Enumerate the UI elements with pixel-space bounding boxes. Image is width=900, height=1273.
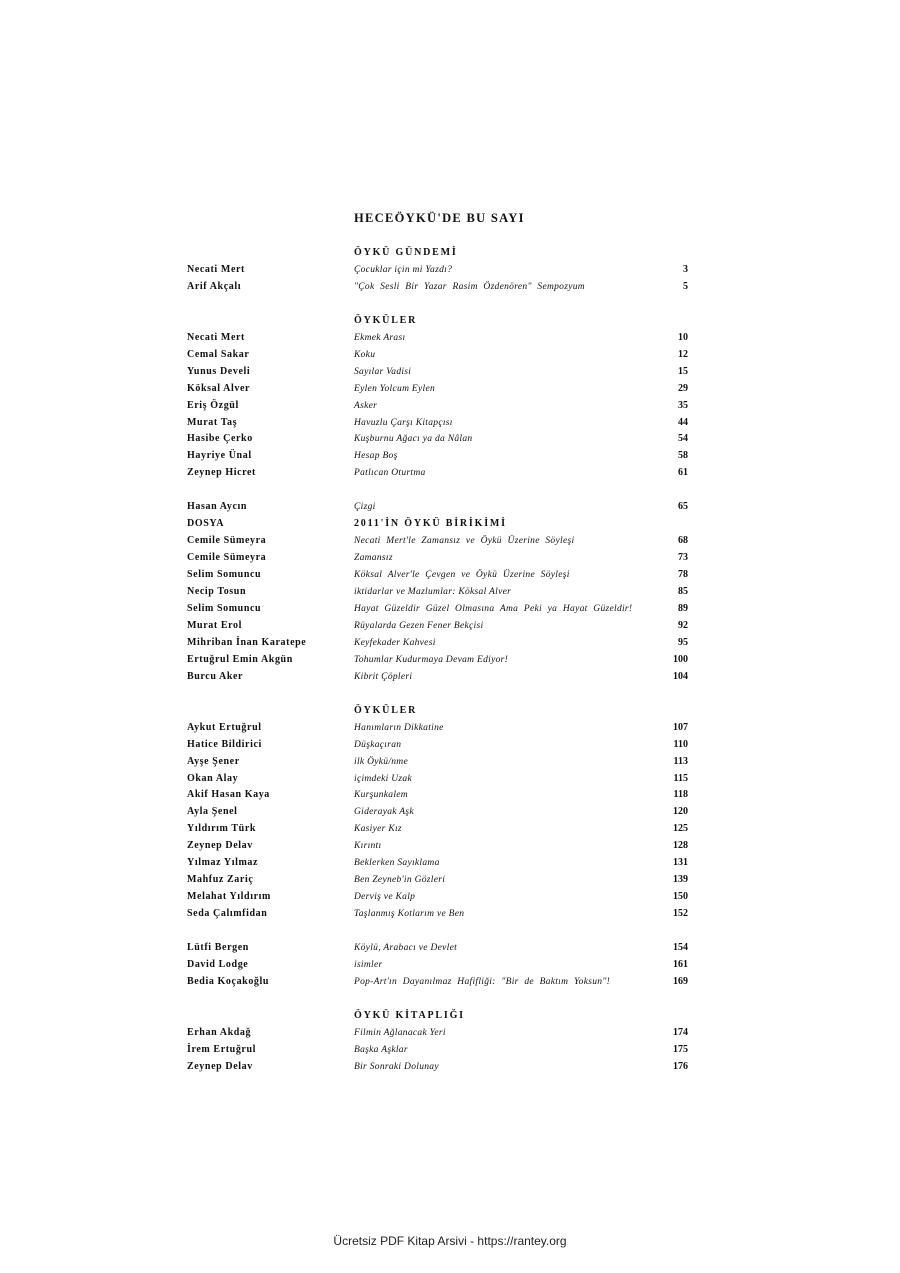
toc-title: Havuzlu Çarşı Kitapçısı	[354, 417, 453, 428]
toc-page-number: 92	[678, 619, 688, 631]
toc-author: Arif Akçalı	[187, 280, 242, 292]
toc-author: Cemile Sümeyra	[187, 535, 267, 547]
toc-title: Patlıcan Oturtma	[354, 468, 426, 479]
toc-author: Hasan Aycın	[187, 501, 248, 513]
toc-author: Mahfuz Zariç	[187, 874, 254, 886]
toc-author: David Lodge	[187, 958, 249, 970]
toc-page-number: 35	[678, 399, 688, 411]
toc-title: Ben Zeyneb'in Gözleri	[354, 875, 446, 886]
page-footer: Ücretsiz PDF Kitap Arsivi - https://rantey.org	[333, 1234, 567, 1248]
toc-author: Zeynep Hicret	[187, 467, 256, 479]
toc-page-number: 175	[673, 1043, 688, 1055]
toc-title: Düşkaçıran	[354, 739, 402, 750]
toc-author: Cemal Sakar	[187, 348, 250, 360]
toc-page-number: 5	[683, 280, 688, 292]
toc-page-number: 95	[678, 636, 688, 648]
toc-title: Kibrit Çöpleri	[354, 671, 413, 682]
toc-author: Necip Tosun	[187, 586, 247, 597]
toc-page-number: 115	[673, 772, 688, 784]
toc-page-number: 150	[673, 891, 688, 903]
toc-page-number: 54	[678, 433, 688, 445]
toc-author: Necati Mert	[187, 331, 245, 343]
toc-title: Taşlanmış Kotlarım ve Ben	[354, 909, 465, 920]
toc-page-number: 15	[678, 365, 688, 377]
toc-page-number: 12	[678, 348, 688, 360]
toc-page-number: 44	[678, 416, 688, 428]
toc-page-number: 131	[673, 857, 688, 869]
toc-page-number: 120	[673, 806, 688, 818]
toc-author: Eriş Özgül	[187, 399, 239, 411]
toc-author: DOSYA	[187, 518, 225, 530]
toc-title: Kurşunkalem	[354, 790, 408, 801]
toc-title: Çizgi	[354, 502, 376, 513]
toc-page-number: 118	[673, 789, 688, 801]
toc-title: Necati Mert'le Zamansız ve Öykü Üzerine Söyleşi	[354, 536, 575, 547]
toc-author: Lütfi Bergen	[187, 942, 249, 953]
toc-page-number: 73	[678, 552, 688, 564]
toc-author: Ertuğrul Emin Akgün	[187, 653, 293, 665]
toc-page-number: 139	[673, 874, 688, 886]
toc-page-number: 176	[673, 1060, 688, 1072]
toc-title: Eylen Yolcum Eylen	[354, 383, 436, 394]
toc-author: Ayşe Şener	[187, 755, 240, 767]
toc-author: Melahat Yıldırım	[187, 891, 271, 903]
toc-page-number: 3	[683, 263, 688, 275]
toc-title: Çocuklar için mi Yazdı?	[354, 264, 453, 275]
toc-page-number: 128	[673, 840, 688, 852]
section-heading: ÖYKÜ KİTAPLIĞI	[354, 1009, 465, 1021]
toc-title: Sayılar Vadisi	[354, 366, 412, 377]
toc-page-number: 89	[678, 603, 688, 614]
toc-title: Ekmek Arası	[354, 332, 406, 343]
toc-author: Zeynep Delav	[187, 1060, 253, 1072]
toc-title: Köylü, Arabacı ve Devlet	[354, 943, 458, 953]
toc-page-number: 61	[678, 467, 688, 479]
toc-author: İrem Ertuğrul	[187, 1043, 256, 1055]
toc-title: Keyfekader Kahvesi	[354, 637, 436, 648]
section-heading: ÖYKÜ GÜNDEMİ	[354, 247, 458, 258]
toc-page-number: 161	[673, 958, 688, 970]
toc-title: isimler	[354, 959, 383, 970]
toc-page-number: 152	[673, 908, 688, 920]
toc-title: içimdeki Uzak	[354, 773, 412, 784]
toc-title: iktidarlar ve Mazlumlar: Köksal Alver	[354, 587, 512, 597]
toc-author: Hasibe Çerko	[187, 433, 253, 445]
toc-page-number: 78	[678, 569, 688, 580]
toc-author: Akif Hasan Kaya	[187, 789, 270, 801]
toc-title: Köksal Alver'le Çevgen ve Öykü Üzerine Söyleşi	[354, 570, 570, 580]
toc-author: Hayriye Ünal	[187, 450, 252, 462]
toc-title: Hesap Boş	[354, 451, 398, 462]
toc-author: Selim Somuncu	[187, 569, 262, 580]
toc-author: Murat Erol	[187, 619, 242, 631]
toc-title: Rüyalarda Gezen Fener Bekçisi	[354, 620, 484, 631]
toc-page-number: 154	[673, 942, 688, 953]
toc-page-number: 68	[678, 535, 688, 547]
toc-page-number: 113	[673, 755, 688, 767]
toc-author: Cemile Sümeyra	[187, 552, 267, 564]
toc-title: Bir Sonraki Dolunay	[354, 1061, 439, 1072]
toc-author: Aykut Ertuğrul	[187, 721, 262, 733]
toc-title: Hanımların Dikkatine	[354, 722, 444, 733]
section-heading: ÖYKÜLER	[354, 704, 418, 716]
toc-title: Kuşburnu Ağacı ya da Nâlan	[354, 434, 473, 445]
toc-page-number: 125	[673, 823, 688, 835]
toc-author: Köksal Alver	[187, 382, 251, 394]
toc-author: Mihriban İnan Karatepe	[187, 636, 307, 648]
toc-title: Kasiyer Kız	[354, 824, 402, 835]
toc-title: Filmin Ağlanacak Yeri	[354, 1027, 446, 1038]
page-title: HECEÖYKÜ'DE BU SAYI	[354, 211, 525, 225]
toc-title: Pop-Art'ın Dayanılmaz Hafifliği: "Bir de Baktım Yoksun"!	[354, 976, 611, 987]
toc-author: Necati Mert	[187, 263, 245, 275]
section-heading: ÖYKÜLER	[354, 314, 418, 326]
toc-author: Hatice Bildirici	[187, 738, 262, 750]
toc-title: Başka Aşklar	[354, 1044, 408, 1055]
toc-author: Zeynep Delav	[187, 840, 253, 852]
toc-title: Zamansız	[354, 553, 393, 564]
toc-title: Hayat Güzeldir Güzel Olmasına Ama Peki ya Hayat Güzeldir!	[354, 604, 633, 614]
toc-title: Tohumlar Kudurmaya Devam Ediyor!	[354, 654, 509, 665]
toc-author: Seda Çalımfidan	[187, 908, 268, 920]
toc-title: Koku	[354, 349, 376, 360]
toc-author: Ayla Şenel	[187, 806, 238, 818]
toc-page-number: 85	[678, 586, 688, 597]
toc-author: Yunus Develi	[187, 365, 251, 377]
toc-title: Kırıntı	[354, 841, 382, 852]
toc-author: Murat Taş	[187, 416, 238, 428]
toc-title: Beklerken Sayıklama	[354, 858, 440, 869]
toc-author: Yıldırım Türk	[187, 823, 257, 835]
toc-page-number: 100	[673, 653, 688, 665]
toc-page-number: 10	[678, 331, 688, 343]
toc-page-number: 58	[678, 450, 688, 462]
toc-page-number: 29	[678, 382, 688, 394]
toc-page-number: 169	[673, 975, 688, 987]
toc-page-number: 107	[673, 721, 688, 733]
toc-page-number: 104	[673, 670, 688, 682]
toc-author: Erhan Akdağ	[187, 1026, 252, 1038]
toc-author: Bedia Koçakoğlu	[187, 975, 270, 987]
toc-title: Giderayak Aşk	[354, 807, 414, 818]
toc-author: Burcu Aker	[187, 670, 244, 682]
toc-page-number: 65	[678, 501, 688, 513]
toc-title: "Çok Sesli Bir Yazar Rasim Özdenören" Sempozyum	[354, 281, 585, 292]
toc-title: ilk Öykü/nme	[354, 756, 408, 767]
toc-page-number: 110	[673, 738, 688, 750]
section-heading: 2011'İN ÖYKÜ BİRİKİMİ	[354, 518, 507, 530]
toc-author: Okan Alay	[187, 772, 239, 784]
toc-title: Asker	[354, 400, 378, 411]
toc-page-number: 174	[673, 1026, 688, 1038]
toc-title: Derviş ve Kalp	[354, 892, 416, 903]
toc-author: Selim Somuncu	[187, 603, 262, 614]
toc-author: Yılmaz Yılmaz	[187, 857, 259, 869]
